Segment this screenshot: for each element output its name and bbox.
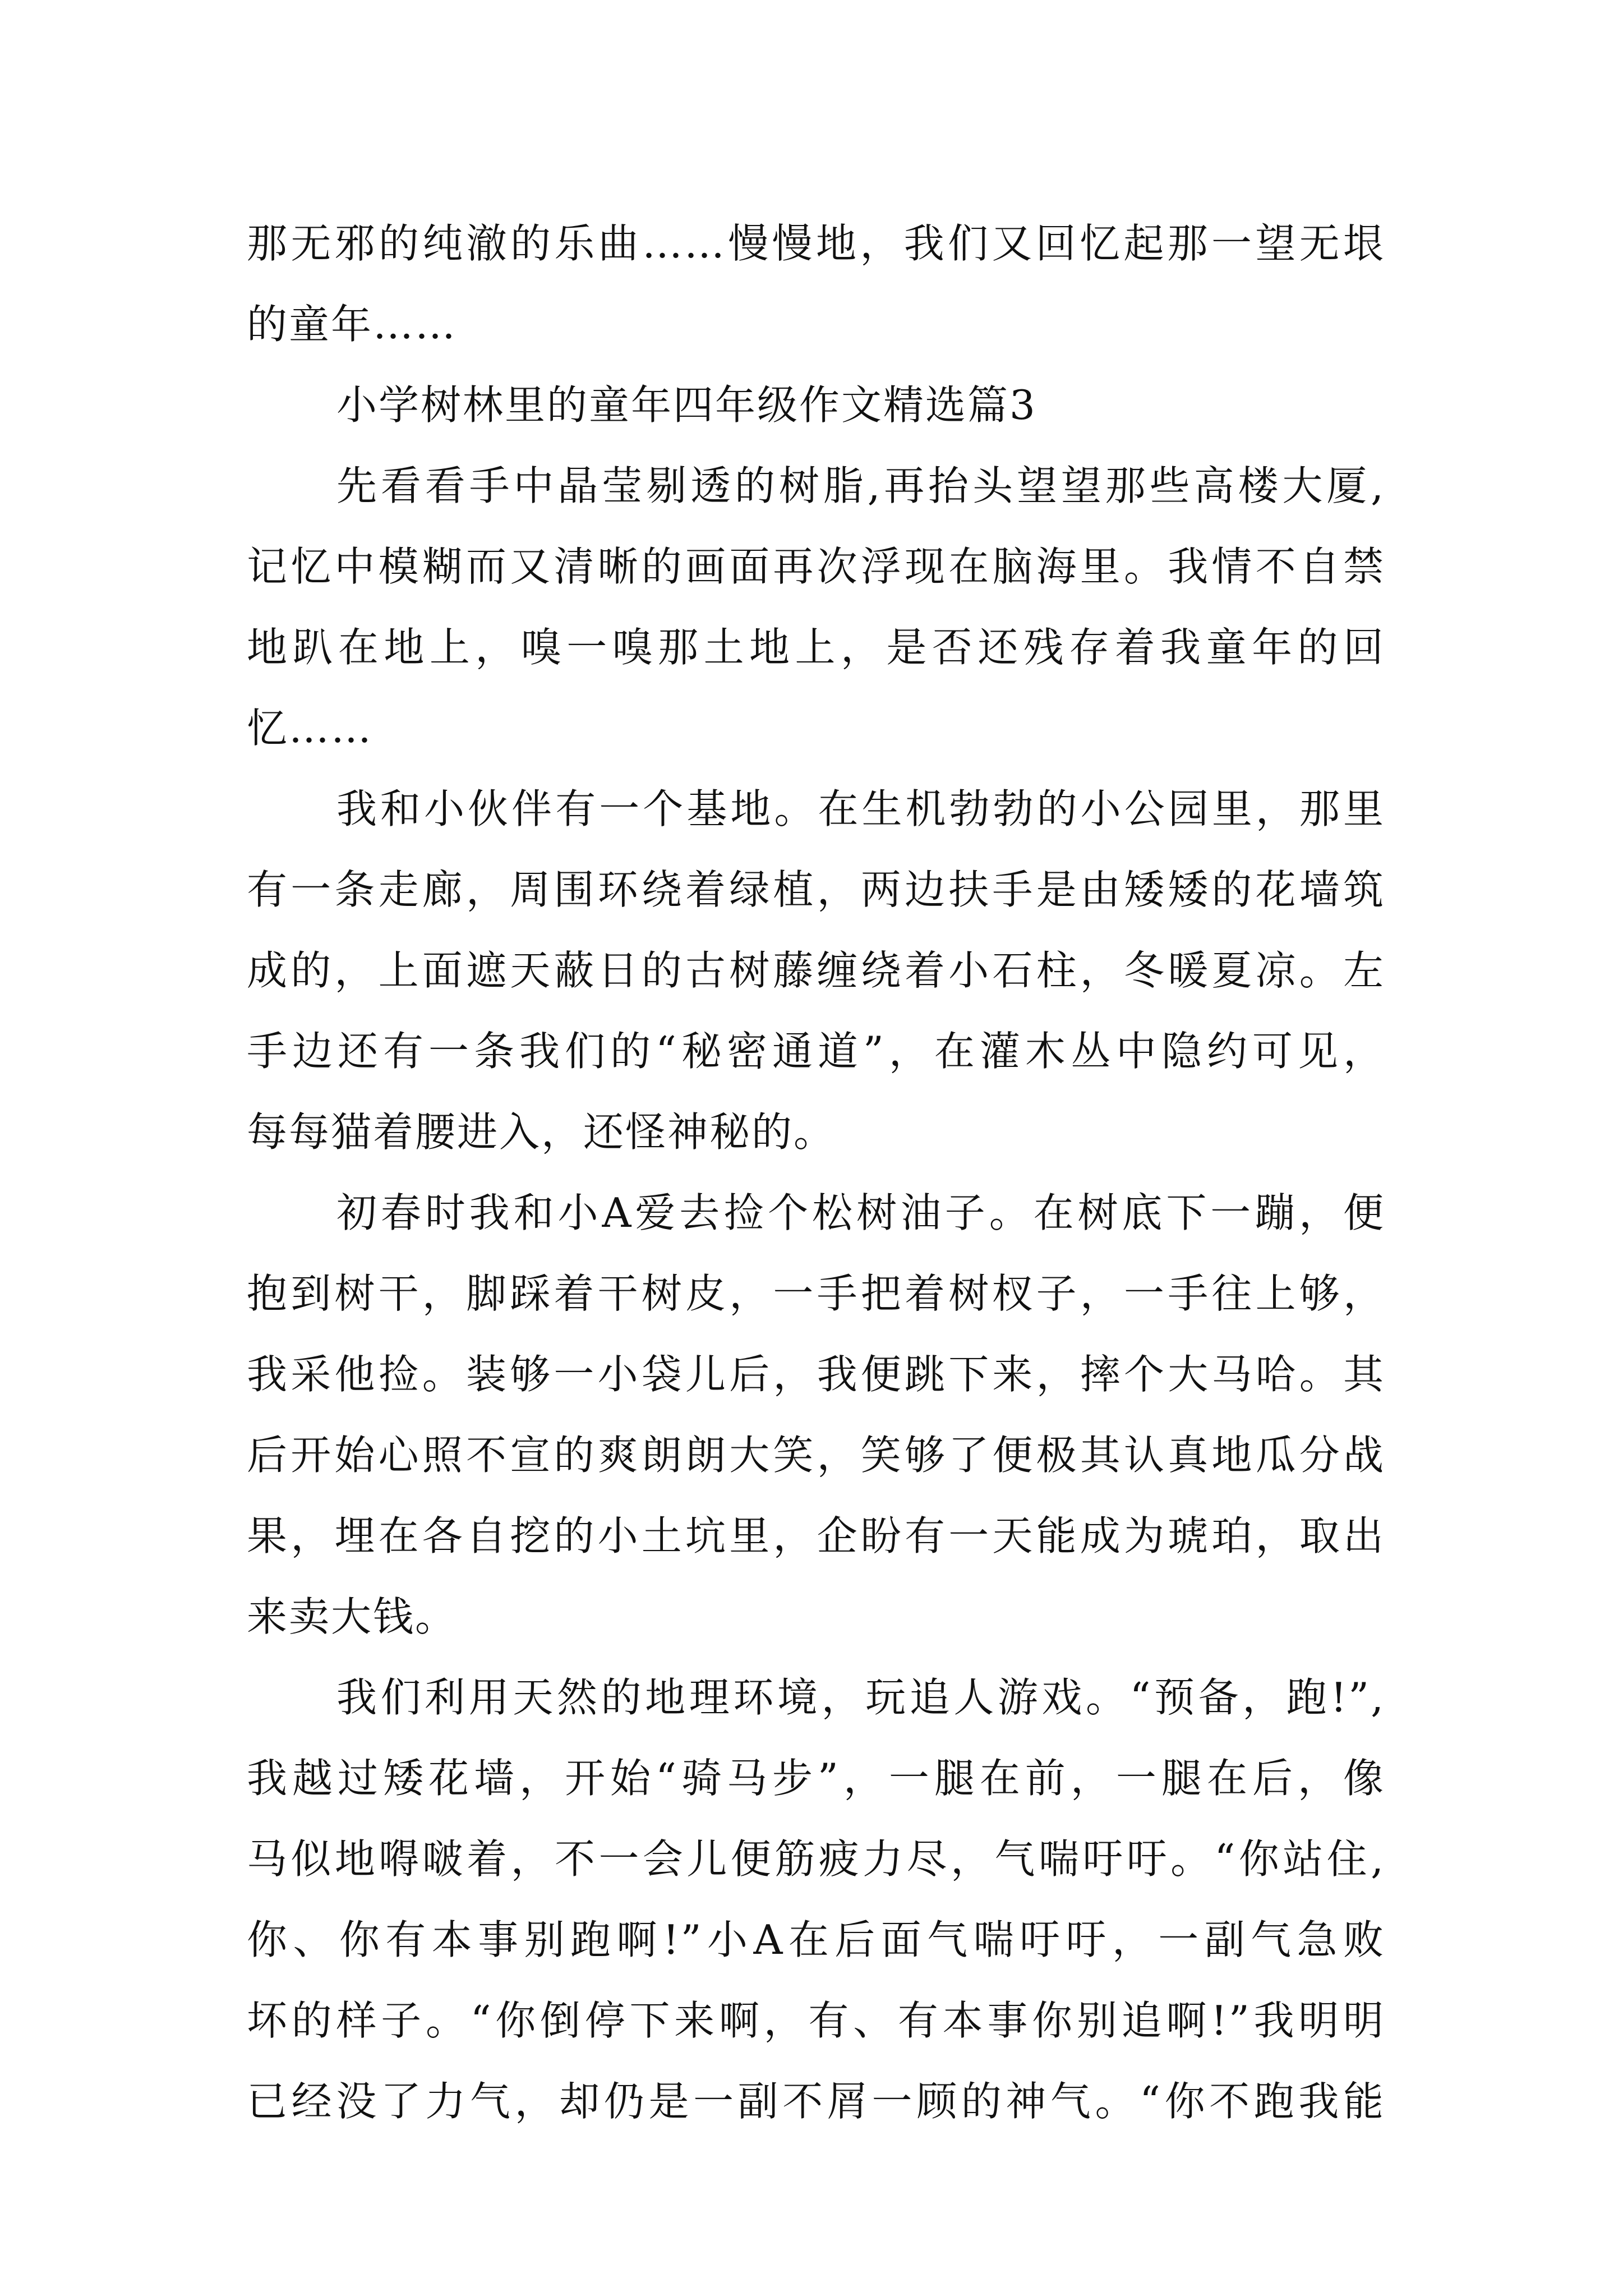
text-line: 坏的样子。“你倒停下来啊，有、有本事你别追啊!”我明明 — [247, 1997, 1385, 2044]
text-line: 有一条走廊，周围环绕着绿植，两边扶手是由矮矮的花墙筑 — [247, 866, 1385, 913]
text-line: 记忆中模糊而又清晰的画面再次浮现在脑海里。我情不自禁 — [247, 543, 1385, 590]
text-line: 手边还有一条我们的“秘密通道”，在灌木丛中隐约可见， — [247, 1028, 1385, 1075]
text-line: 来卖大钱。 — [247, 1593, 458, 1640]
text-line: 我和小伙伴有一个基地。在生机勃勃的小公园里，那里 — [336, 785, 1385, 832]
text-line: 的童年…… — [247, 301, 458, 348]
text-line: 地趴在地上，嗅一嗅那土地上，是否还残存着我童年的回 — [247, 624, 1385, 671]
text-line: 马似地嘚啵着，不一会儿便筋疲力尽，气喘吁吁。“你站住, — [247, 1835, 1385, 1883]
text-line: 抱到树干，脚踩着干树皮，一手把着树杈子，一手往上够， — [247, 1270, 1385, 1317]
essay-body — [247, 203, 1385, 2142]
text-line: 已经没了力气，却仍是一副不屑一顾的神气。“你不跑我能 — [247, 2078, 1385, 2125]
text-line: 成的，上面遮天蔽日的古树藤缠绕着小石柱，冬暖夏凉。左 — [247, 947, 1385, 994]
text-line: 后开始心照不宣的爽朗朗大笑，笑够了便极其认真地瓜分战 — [247, 1432, 1385, 1479]
text-line: 那无邪的纯澈的乐曲……慢慢地，我们又回忆起那一望无垠 — [247, 220, 1385, 267]
text-line: 先看看手中晶莹剔透的树脂,再抬头望望那些高楼大厦, — [336, 462, 1385, 509]
text-line: 忆…… — [247, 705, 374, 752]
text-line: 我越过矮花墙，开始“骑马步”，一腿在前，一腿在后，像 — [247, 1755, 1385, 1802]
text-line: 初春时我和小A爱去捡个松树油子。在树底下一蹦，便 — [336, 1189, 1385, 1236]
text-line: 我们利用天然的地理环境，玩追人游戏。“预备，跑!”, — [336, 1674, 1385, 1721]
text-line: 每每猫着腰进入，还怪神秘的。 — [247, 1108, 836, 1156]
text-line: 我采他捡。装够一小袋儿后，我便跳下来，摔个大马哈。其 — [247, 1351, 1385, 1398]
text-line: 果，埋在各自挖的小土坑里，企盼有一天能成为琥珀，取出 — [247, 1512, 1385, 1559]
text-line: 你、你有本事别跑啊!”小A在后面气喘吁吁，一副气急败 — [247, 1916, 1385, 1963]
essay-title: 小学树林里的童年四年级作文精选篇3 — [336, 381, 1037, 429]
